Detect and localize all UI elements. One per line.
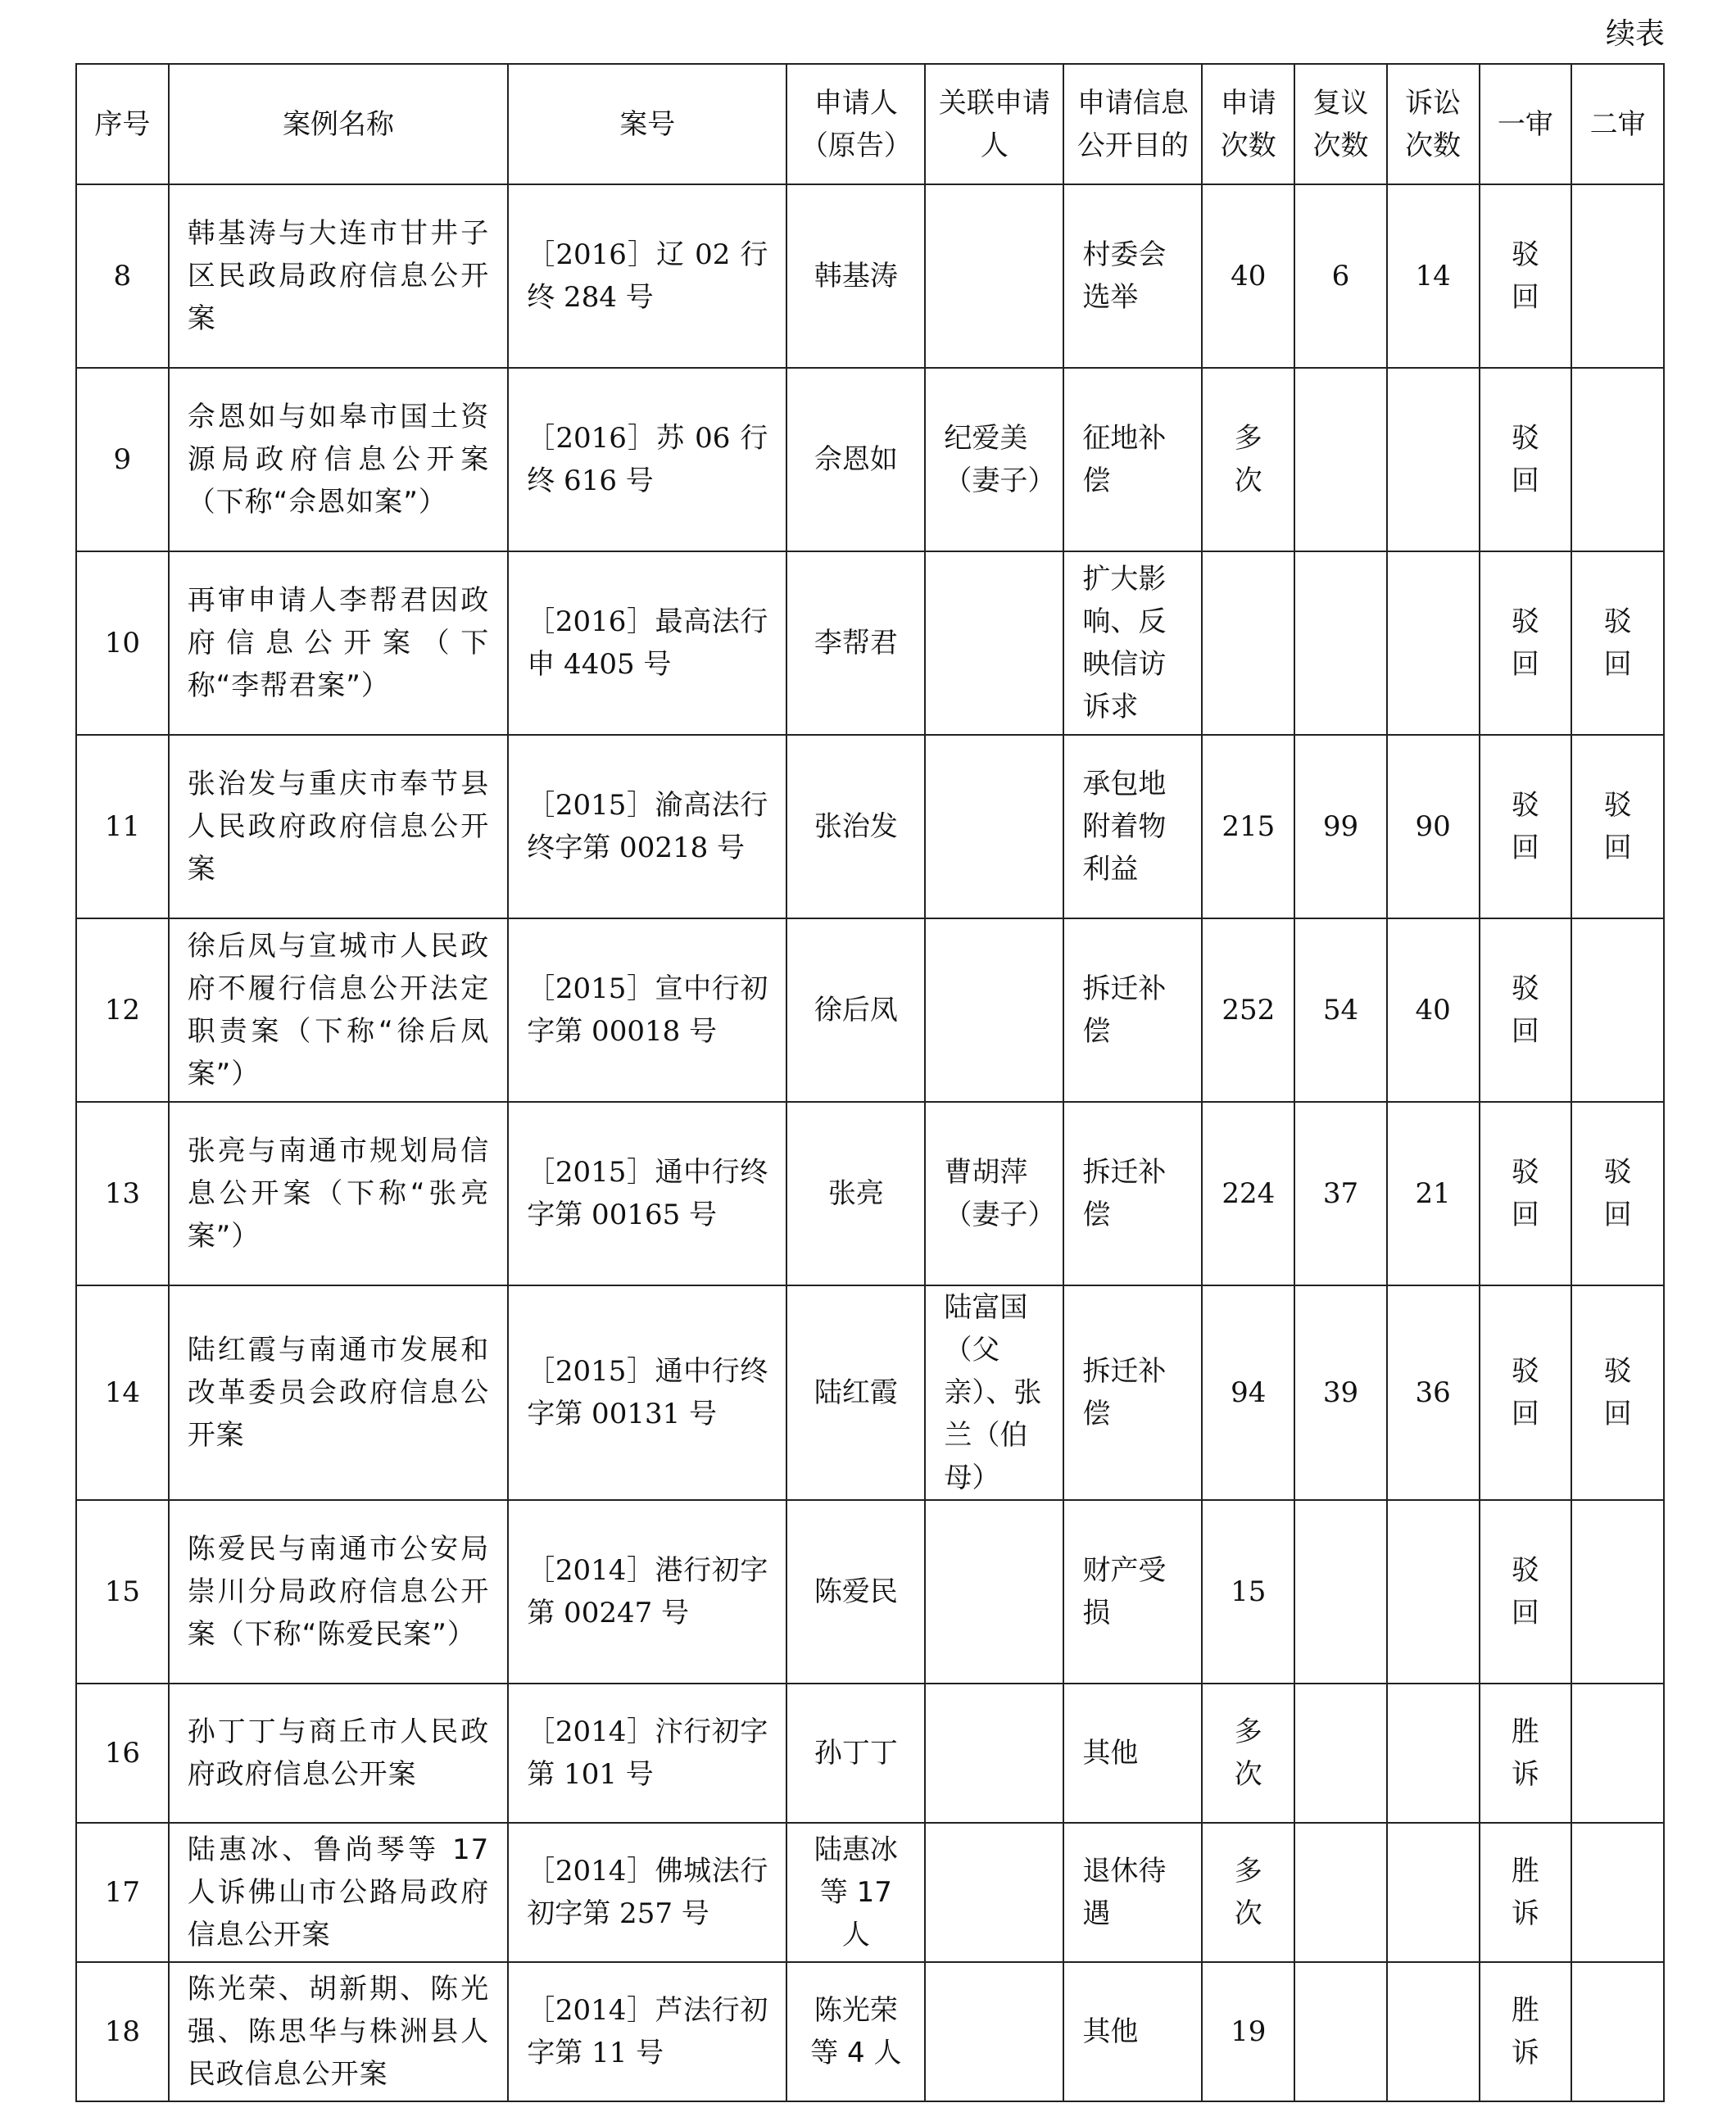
cell-first-instance: 胜诉: [1480, 1962, 1572, 2101]
cell-second-instance: 驳回: [1571, 1102, 1664, 1285]
cell-second-instance: [1571, 1823, 1664, 1962]
cell-related-applicant: [925, 1823, 1063, 1962]
cell-lawsuit-times: [1387, 1823, 1480, 1962]
cell-apply-times: 40: [1202, 184, 1294, 368]
cell-case-number: ［2016］最高法行申 4405 号: [508, 551, 786, 735]
cell-case-number: ［2014］汴行初字第 101 号: [508, 1684, 786, 1823]
cell-seq: 18: [76, 1962, 169, 2101]
cell-case-name: 陈光荣、胡新期、陈光强、陈思华与株洲县人民政信息公开案: [169, 1962, 509, 2101]
cell-related-applicant: [925, 1684, 1063, 1823]
continuation-label: 续表: [1605, 17, 1665, 51]
cell-seq: 17: [76, 1823, 169, 1962]
cell-related-applicant: 曹胡萍（妻子）: [925, 1102, 1063, 1285]
cell-related-applicant: 陆富国（父亲）、张兰（伯母）: [925, 1285, 1063, 1500]
table-row: [76, 1102, 1664, 1285]
cell-purpose: 退休待遇: [1063, 1823, 1202, 1962]
cell-applicant: 陈光荣等 4 人: [786, 1962, 925, 2101]
cell-lawsuit-times: 36: [1387, 1285, 1480, 1500]
header-seq: 序号: [76, 64, 169, 184]
cell-first-instance: 驳回: [1480, 735, 1572, 918]
cell-first-instance: 胜诉: [1480, 1684, 1572, 1823]
cell-apply-times: 多次: [1202, 1823, 1294, 1962]
table-row: [76, 368, 1664, 551]
cell-review-times: 6: [1294, 184, 1387, 368]
cell-case-number: ［2015］通中行终字第 00131 号: [508, 1285, 786, 1500]
cell-second-instance: [1571, 918, 1664, 1102]
cell-apply-times: 94: [1202, 1285, 1294, 1500]
cell-apply-times: 224: [1202, 1102, 1294, 1285]
cell-applicant: 韩基涛: [786, 184, 925, 368]
cell-purpose: 扩大影响、反映信访诉求: [1063, 551, 1202, 735]
table-row: [76, 918, 1664, 1102]
cell-review-times: [1294, 1962, 1387, 2101]
cell-seq: 16: [76, 1684, 169, 1823]
cell-applicant: 孙丁丁: [786, 1684, 925, 1823]
cell-related-applicant: [925, 918, 1063, 1102]
cell-case-name: 陆红霞与南通市发展和改革委员会政府信息公开案: [169, 1285, 509, 1500]
cell-case-number: ［2016］苏 06 行终 616 号: [508, 368, 786, 551]
cell-first-instance: 驳回: [1480, 1500, 1572, 1684]
cell-purpose: 拆迁补偿: [1063, 1102, 1202, 1285]
cell-review-times: [1294, 1684, 1387, 1823]
table-row: [76, 1684, 1664, 1823]
cell-first-instance: 驳回: [1480, 918, 1572, 1102]
cell-applicant: 张亮: [786, 1102, 925, 1285]
header-second-instance: 二审: [1571, 64, 1664, 184]
cell-second-instance: [1571, 184, 1664, 368]
cell-case-name: 孙丁丁与商丘市人民政府政府信息公开案: [169, 1684, 509, 1823]
cell-seq: 15: [76, 1500, 169, 1684]
cell-review-times: 54: [1294, 918, 1387, 1102]
header-case-number: 案号: [508, 64, 786, 184]
table-row: [76, 184, 1664, 368]
cell-applicant: 佘恩如: [786, 368, 925, 551]
header-case-name: 案例名称: [169, 64, 509, 184]
cell-review-times: [1294, 1823, 1387, 1962]
header-review-times: 复议次数: [1294, 64, 1387, 184]
cell-applicant: 徐后凤: [786, 918, 925, 1102]
cell-apply-times: 215: [1202, 735, 1294, 918]
cell-lawsuit-times: 40: [1387, 918, 1480, 1102]
cell-seq: 9: [76, 368, 169, 551]
cell-second-instance: 驳回: [1571, 551, 1664, 735]
cell-first-instance: 驳回: [1480, 551, 1572, 735]
cell-case-number: ［2016］辽 02 行终 284 号: [508, 184, 786, 368]
cell-case-number: ［2014］佛城法行初字第 257 号: [508, 1823, 786, 1962]
table-body: [76, 184, 1664, 2101]
cell-review-times: [1294, 368, 1387, 551]
cell-second-instance: [1571, 1684, 1664, 1823]
cell-apply-times: [1202, 551, 1294, 735]
cell-applicant: 陆红霞: [786, 1285, 925, 1500]
cell-seq: 8: [76, 184, 169, 368]
cell-seq: 12: [76, 918, 169, 1102]
cell-case-name: 再审申请人李帮君因政府信息公开案（下称“李帮君案”）: [169, 551, 509, 735]
cell-apply-times: 多次: [1202, 1684, 1294, 1823]
cell-seq: 11: [76, 735, 169, 918]
cell-lawsuit-times: [1387, 551, 1480, 735]
cell-apply-times: 252: [1202, 918, 1294, 1102]
cell-seq: 14: [76, 1285, 169, 1500]
cell-lawsuit-times: [1387, 368, 1480, 551]
cell-review-times: 37: [1294, 1102, 1387, 1285]
cell-applicant: 李帮君: [786, 551, 925, 735]
cell-review-times: [1294, 551, 1387, 735]
cell-related-applicant: [925, 735, 1063, 918]
cell-related-applicant: 纪爱美（妻子）: [925, 368, 1063, 551]
cell-lawsuit-times: 21: [1387, 1102, 1480, 1285]
header-applicant: 申请人（原告）: [786, 64, 925, 184]
cell-first-instance: 胜诉: [1480, 1823, 1572, 1962]
cell-case-number: ［2014］芦法行初字第 11 号: [508, 1962, 786, 2101]
cell-case-number: ［2014］港行初字第 00247 号: [508, 1500, 786, 1684]
cell-applicant: 陈爱民: [786, 1500, 925, 1684]
cell-purpose: 其他: [1063, 1684, 1202, 1823]
cell-first-instance: 驳回: [1480, 1285, 1572, 1500]
cell-purpose: 承包地附着物利益: [1063, 735, 1202, 918]
cell-second-instance: 驳回: [1571, 735, 1664, 918]
cell-purpose: 财产受损: [1063, 1500, 1202, 1684]
cell-lawsuit-times: 14: [1387, 184, 1480, 368]
cell-review-times: 99: [1294, 735, 1387, 918]
cell-first-instance: 驳回: [1480, 368, 1572, 551]
header-apply-times: 申请次数: [1202, 64, 1294, 184]
cell-second-instance: [1571, 1500, 1664, 1684]
cell-apply-times: 15: [1202, 1500, 1294, 1684]
cell-purpose: 拆迁补偿: [1063, 918, 1202, 1102]
cell-apply-times: 19: [1202, 1962, 1294, 2101]
cell-case-name: 张亮与南通市规划局信息公开案（下称“张亮案”）: [169, 1102, 509, 1285]
cell-lawsuit-times: [1387, 1684, 1480, 1823]
cell-related-applicant: [925, 551, 1063, 735]
cell-review-times: 39: [1294, 1285, 1387, 1500]
cell-second-instance: [1571, 1962, 1664, 2101]
cell-case-name: 陆惠冰、鲁尚琴等 17 人诉佛山市公路局政府信息公开案: [169, 1823, 509, 1962]
cell-related-applicant: [925, 1962, 1063, 2101]
cell-first-instance: 驳回: [1480, 1102, 1572, 1285]
cell-seq: 10: [76, 551, 169, 735]
cell-case-name: 佘恩如与如皋市国土资源局政府信息公开案（下称“佘恩如案”）: [169, 368, 509, 551]
header-related-applicant: 关联申请人: [925, 64, 1063, 184]
cell-case-name: 陈爱民与南通市公安局崇川分局政府信息公开案（下称“陈爱民案”）: [169, 1500, 509, 1684]
cell-case-number: ［2015］渝高法行终字第 00218 号: [508, 735, 786, 918]
table-row: [76, 735, 1664, 918]
cell-case-number: ［2015］通中行终字第 00165 号: [508, 1102, 786, 1285]
cell-purpose: 拆迁补偿: [1063, 1285, 1202, 1500]
cell-applicant: 陆惠冰等 17 人: [786, 1823, 925, 1962]
table-row: [76, 1823, 1664, 1962]
cell-case-number: ［2015］宣中行初字第 00018 号: [508, 918, 786, 1102]
cell-second-instance: [1571, 368, 1664, 551]
cell-purpose: 征地补偿: [1063, 368, 1202, 551]
cell-lawsuit-times: [1387, 1500, 1480, 1684]
cell-case-name: 徐后凤与宣城市人民政府不履行信息公开法定职责案（下称“徐后凤案”）: [169, 918, 509, 1102]
cell-applicant: 张治发: [786, 735, 925, 918]
cell-apply-times: 多次: [1202, 368, 1294, 551]
table-row: [76, 1962, 1664, 2101]
cell-lawsuit-times: 90: [1387, 735, 1480, 918]
cell-purpose: 其他: [1063, 1962, 1202, 2101]
cell-purpose: 村委会选举: [1063, 184, 1202, 368]
header-purpose: 申请信息公开目的: [1063, 64, 1202, 184]
cell-case-name: 张治发与重庆市奉节县人民政府政府信息公开案: [169, 735, 509, 918]
header-row: [76, 64, 1664, 184]
header-lawsuit-times: 诉讼次数: [1387, 64, 1480, 184]
cell-second-instance: 驳回: [1571, 1285, 1664, 1500]
case-table: [75, 63, 1665, 2102]
cell-review-times: [1294, 1500, 1387, 1684]
cell-case-name: 韩基涛与大连市甘井子区民政局政府信息公开案: [169, 184, 509, 368]
cell-first-instance: 驳回: [1480, 184, 1572, 368]
cell-related-applicant: [925, 1500, 1063, 1684]
cell-related-applicant: [925, 184, 1063, 368]
header-first-instance: 一审: [1480, 64, 1572, 184]
cell-seq: 13: [76, 1102, 169, 1285]
table-header: [76, 64, 1664, 184]
table-row: [76, 551, 1664, 735]
table-row: [76, 1500, 1664, 1684]
cell-lawsuit-times: [1387, 1962, 1480, 2101]
table-row: [76, 1285, 1664, 1500]
